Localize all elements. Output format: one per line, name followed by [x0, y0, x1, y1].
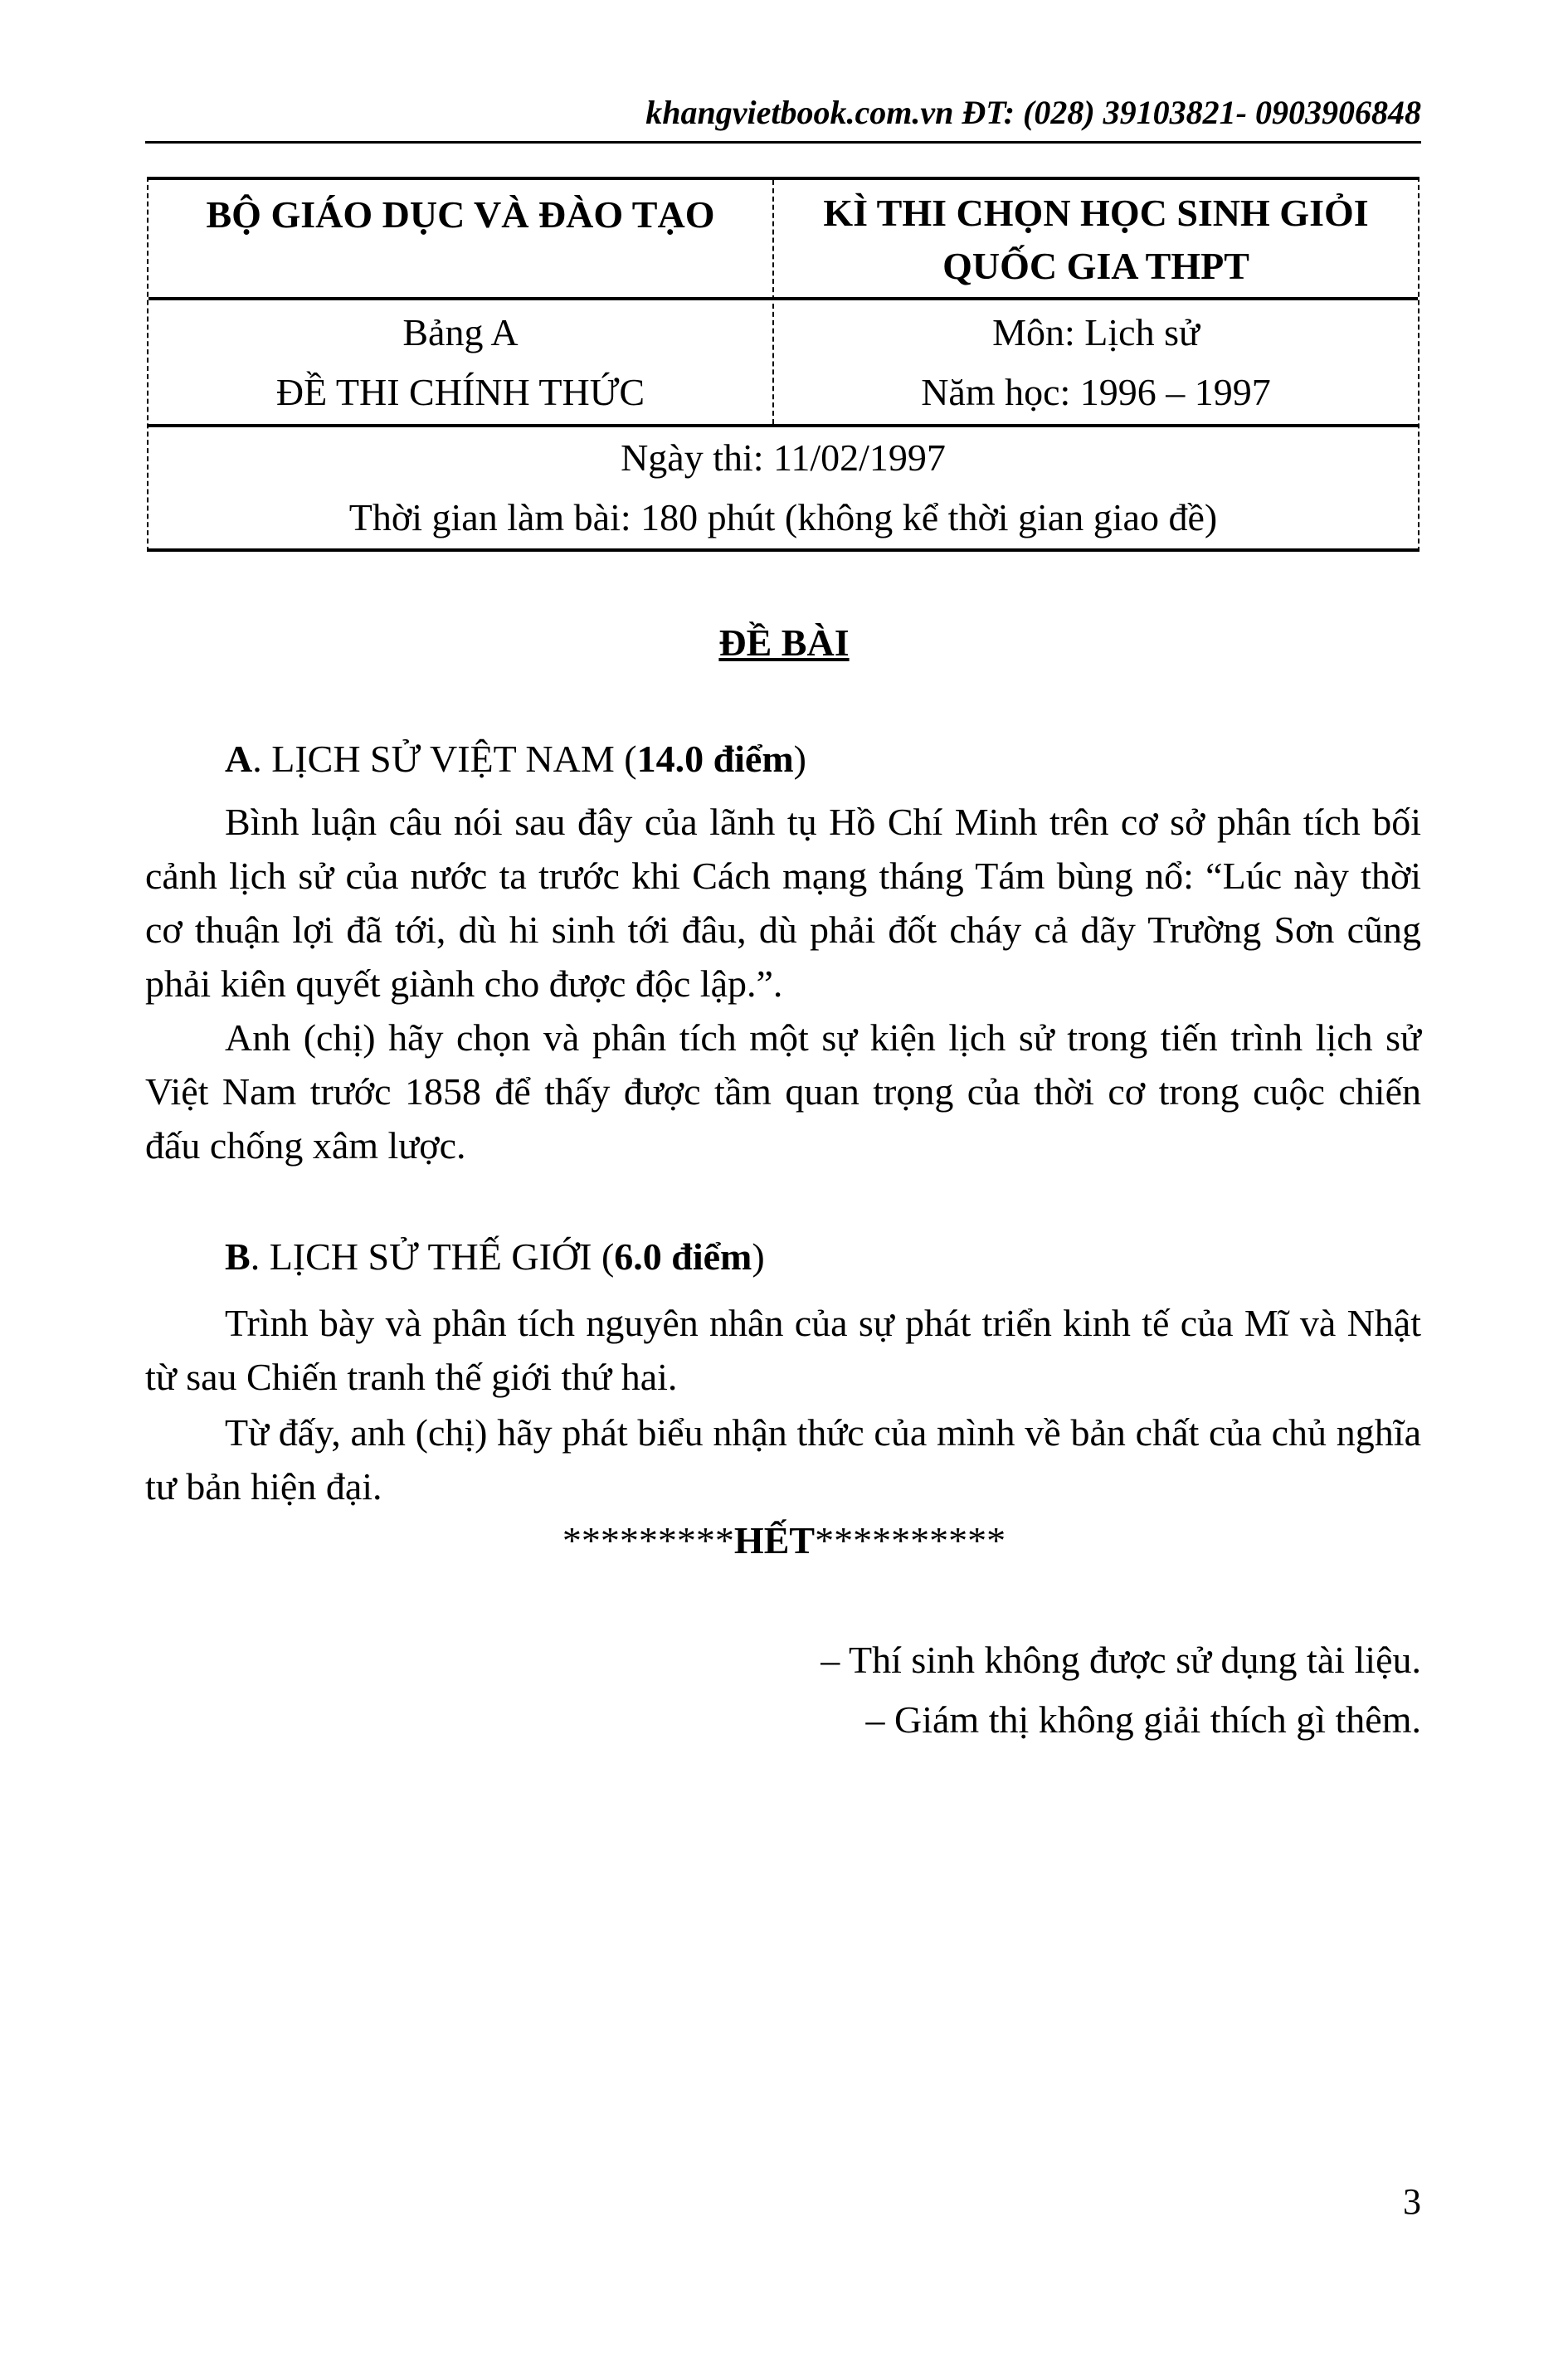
header-rule [145, 141, 1421, 144]
stars-left: ********* [562, 1519, 734, 1561]
heading-close: ) [752, 1235, 765, 1278]
section-b-paragraph: Từ đấy, anh (chị) hãy phát biểu nhận thức của mình về bản chất của chủ nghĩa tư bản hiện đại. [145, 1411, 1421, 1508]
exam-info-table [147, 177, 1419, 552]
section-a-paragraph: Anh (chị) hãy chọn và phân tích một sự kiện lịch sử trong tiến trình lịch sử Việt Nam trước 1858 để thấy được tầm quan trọng của thời cơ trong cuộc chiến đấu chống xâm lược. [145, 1016, 1421, 1167]
ministry-name: BỘ GIÁO DỤC VÀ ĐÀO TẠO [206, 193, 715, 236]
section-a-paragraph: Bình luận câu nói sau đây của lãnh tụ Hồ Chí Minh trên cơ sở phân tích bối cảnh lịch sử của nước ta trước khi Cách mạng tháng Tám bùng nổ: “Lúc này thời cơ thuận lợi đã tới, dù hi sinh tới đâu, dù phải đốt cháy cả dãy Trường Sơn cũng phải kiên quyết giành cho được độc lập.”. [145, 801, 1421, 1005]
heading-text: . LỊCH SỬ VIỆT NAM ( [252, 738, 637, 780]
date-cell [149, 427, 1418, 548]
stars-right: ********** [815, 1519, 1006, 1561]
board-label: Bảng A [402, 310, 519, 353]
heading-close: ) [793, 738, 806, 780]
heading-prefix: A [225, 738, 253, 780]
subject-label: Môn: Lịch sử [992, 310, 1200, 353]
title-text: ĐỀ BÀI [718, 621, 850, 664]
school-year: Năm học: 1996 – 1997 [921, 370, 1271, 413]
note-no-materials: – Thí sinh không được sử dụng tài liệu. [821, 1639, 1421, 1681]
page-title [0, 621, 1568, 665]
note-no-explanation: – Giám thị không giải thích gì thêm. [865, 1698, 1421, 1741]
board-cell [149, 300, 772, 424]
end-label: HẾT [733, 1519, 816, 1561]
exam-name-line1: KÌ THI CHỌN HỌC SINH GIỎI [823, 191, 1369, 234]
heading-text: . LỊCH SỬ THẾ GIỚI ( [250, 1235, 615, 1278]
exam-name-line2: QUỐC GIA THPT [942, 244, 1249, 287]
section-b-heading [225, 1235, 765, 1279]
section-a-heading [225, 737, 806, 781]
exam-duration: Thời gian làm bài: 180 phút (không kể thời gian giao đề) [348, 496, 1218, 538]
official-label: ĐỀ THI CHÍNH THỨC [275, 370, 645, 413]
section-b-paragraph: Trình bày và phân tích nguyên nhân của sự phát triển kinh tế của Mĩ và Nhật từ sau Chiến tranh thế giới thứ hai. [145, 1302, 1421, 1398]
exam-name-cell [774, 180, 1418, 297]
page-number: 3 [1403, 2181, 1421, 2222]
subject-cell [774, 300, 1418, 424]
heading-points: 14.0 điểm [636, 738, 794, 780]
heading-prefix: B [225, 1235, 251, 1278]
exam-date: Ngày thi: 11/02/1997 [621, 436, 946, 479]
heading-points: 6.0 điểm [614, 1235, 752, 1278]
end-marker [0, 1518, 1568, 1562]
ministry-cell [149, 180, 772, 297]
page-header: khangvietbook.com.vn ĐT: (028) 39103821- 0903906848 [645, 94, 1421, 131]
